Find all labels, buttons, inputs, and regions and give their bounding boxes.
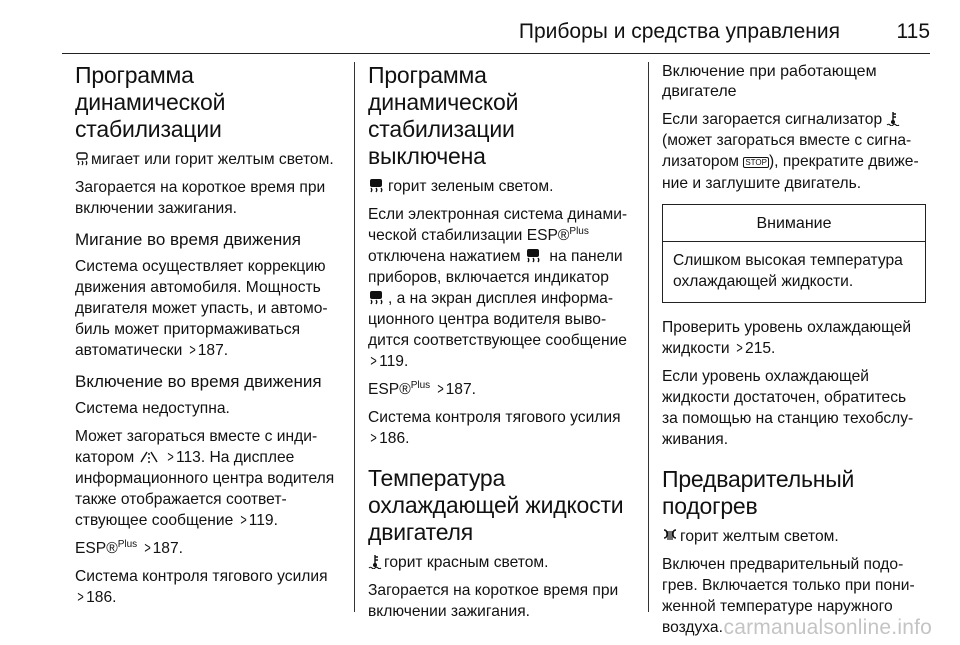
page-ref[interactable]: 119. <box>248 512 278 529</box>
glow-plug-icon <box>662 528 678 543</box>
page-ref-arrow-icon: > <box>436 381 444 398</box>
paragraph: Проверить уровень охлаждающей жидкости > 215. <box>662 319 912 357</box>
page-ref-arrow-icon: > <box>77 589 84 606</box>
paragraph: ESP®$^{Plus}$ > 187. <box>75 538 183 557</box>
column-1 <box>75 62 345 615</box>
paragraph: Система осуществляет коррекцию движения автомобиля. Мощность двигателя может упасть, и автомобиль может притормаживаться автоматически > 187. <box>75 258 328 359</box>
paragraph: горит зеленым светом. <box>368 176 632 197</box>
paragraph: горит желтым светом. <box>662 526 926 547</box>
paragraph: Система контроля тягового усилия > 186. <box>368 409 621 447</box>
esp-off-icon <box>368 178 386 193</box>
warning-body: Слишком высокая температура охлаждающей жидкости. <box>673 252 903 290</box>
paragraph: ESP®$^{Plus}$ > 187. <box>368 379 476 398</box>
page-ref[interactable]: 186. <box>86 589 117 606</box>
watermark: carmanualsonline.info <box>723 616 932 639</box>
page-ref-arrow-icon: > <box>736 340 743 357</box>
section-title-preheating: Предварительный подогрев <box>662 466 855 519</box>
page-ref-arrow-icon: > <box>143 540 151 557</box>
paragraph: Система недоступна. <box>75 400 230 417</box>
section-title-stability: Программа динамической стабилизации <box>75 62 226 142</box>
page-number: 115 <box>896 20 930 43</box>
page-ref-arrow-icon: > <box>239 512 247 529</box>
page-ref[interactable]: 186. <box>379 430 410 447</box>
subheading-engine-running: Включение при работающем двигателе <box>662 63 877 100</box>
column-divider-2 <box>648 62 649 612</box>
paragraph: Если загорается сигнализатор (может загораться вместе с сигнализатором STOP ), прекратите движение и заглушите двигатель. <box>662 111 919 192</box>
page-ref[interactable]: 187. <box>445 381 476 398</box>
esp-off-button-icon <box>525 248 543 263</box>
coolant-temperature-icon <box>368 554 382 569</box>
paragraph: Если электронная система динамической стабилизации ESP®$^{Plus}$ отключена нажатием на панели приборов, включается индикатор , а на экран дисплея информационного центра водителя выводится соответствующее сообщение > 119. <box>368 206 628 370</box>
paragraph: мигает или горит желтым светом. <box>75 149 345 170</box>
column-divider-1 <box>354 62 355 612</box>
esp-off-indicator-icon <box>368 290 386 305</box>
section-title-coolant: Температура охлаждающей жидкости двигателя <box>368 465 624 545</box>
column-2 <box>368 62 632 629</box>
page-ref[interactable]: 187. <box>152 540 183 557</box>
page-ref-arrow-icon: > <box>370 430 377 447</box>
page-header <box>0 0 960 52</box>
paragraph: Система контроля тягового усилия > 186. <box>75 568 328 606</box>
page-ref[interactable]: 187. <box>197 342 229 359</box>
paragraph: Включен предварительный подогрев. Включается только при пониженной температуре наружного воздуха. <box>662 556 915 636</box>
skidding-car-icon <box>75 151 89 166</box>
subheading-switch-on: Включение во время движения <box>75 372 322 391</box>
paragraph: Загорается на короткое время при включении зажигания. <box>75 179 326 217</box>
paragraph: горит красным светом. <box>368 552 632 573</box>
warning-title: Внимание <box>663 205 925 242</box>
header-rule <box>62 53 930 54</box>
section-title-stability-off: Программа динамической стабилизации выключена <box>368 62 519 169</box>
header-title: Приборы и средства управления <box>518 20 840 43</box>
paragraph: Загорается на короткое время при включении зажигания. <box>368 582 619 620</box>
page-ref-arrow-icon: > <box>167 449 174 466</box>
coolant-temperature-icon <box>886 111 900 126</box>
page-ref[interactable]: 215. <box>745 340 776 357</box>
stop-icon: STOP <box>745 158 767 167</box>
subheading-blinking: Мигание во время движения <box>75 230 301 249</box>
paragraph: Может загораться вместе с индикатором > 113. На дисплее информационного центра водителя также отображается соответствующее сообщение > 119. <box>75 428 335 529</box>
page-ref[interactable]: 119. <box>379 353 409 370</box>
page-ref-arrow-icon: > <box>370 353 377 370</box>
page-ref-arrow-icon: > <box>189 342 196 359</box>
warning-box <box>662 204 926 303</box>
traction-control-icon <box>139 450 159 464</box>
paragraph: Если уровень охлаждающей жидкости достаточен, обратитесь за помощью на станцию техобслуживания. <box>662 368 914 448</box>
column-3 <box>662 62 926 645</box>
